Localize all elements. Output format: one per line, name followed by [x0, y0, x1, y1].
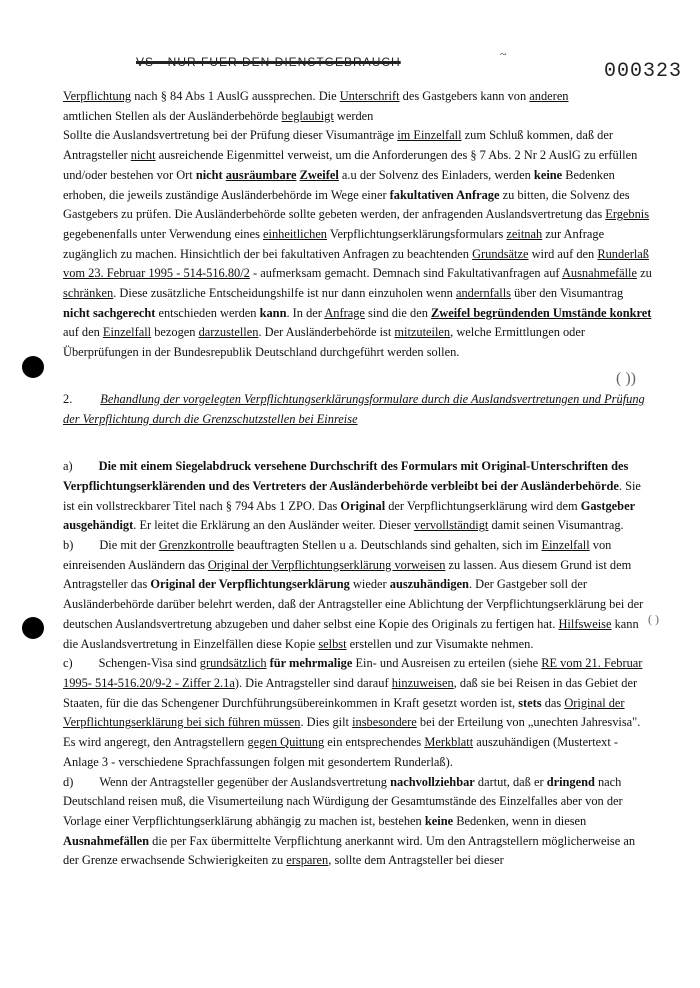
text: Bedenken, wenn in diesen: [453, 813, 587, 828]
text: nach Deutschland reisen muß, die Visumerteilung nach Würdigung der Gesamtumstände des Einzelfalles aber von der Vorlage einer Verpflichtungserklärung abhängig zu machen ist, bestehen: [63, 774, 623, 828]
punch-hole-icon: [22, 617, 44, 639]
text: kann: [259, 305, 287, 320]
text: kann die Auslandsvertretung in Einzelfällen diese Kopie: [63, 616, 639, 651]
text: Einzelfall: [541, 538, 590, 553]
text: Die mit einem Siegelabdruck versehene Durchschrift des Formulars mit Original-Unterschriften des Verpflichtungserklärenden und des Vertreters der Ausländerbehörde verbleibt bei der Ausländerbehörde: [63, 459, 629, 493]
text: Ergebnis: [605, 207, 650, 222]
text: nicht sachgerecht: [63, 305, 156, 320]
text: gegen Quittung: [247, 735, 325, 750]
list-item: [63, 773, 653, 872]
text: . Dies gilt: [300, 715, 353, 730]
paragraph: [63, 126, 653, 362]
text: Einzelfall: [102, 325, 152, 340]
text: keine: [424, 813, 454, 828]
text: wird auf den: [528, 246, 598, 261]
text: zur Anfrage zugänglich zu machen. Hinsichtlich der bei fakultativen Anfragen zu beachtenden: [63, 226, 605, 261]
text: Original der Verpflichtungserklärung: [150, 577, 350, 592]
list-item: [63, 654, 653, 772]
text: ). Die Antragsteller sind darauf: [234, 675, 392, 690]
text: nach § 84 Abs 1 AuslG aussprechen. Die: [131, 89, 340, 103]
text: anderen: [529, 89, 569, 103]
text: andernfalls: [455, 286, 511, 301]
text: entschieden werden: [155, 305, 260, 320]
text: im Einzelfall: [397, 128, 462, 143]
text: Die mit der: [99, 538, 159, 553]
text: mitzuteilen: [394, 325, 451, 340]
text: . Er leitet die Erklärung an den Ausländer weiter. Dieser: [133, 518, 415, 533]
text: a.u der Solvenz des Einladers, werden: [338, 167, 534, 182]
text: damit seinen Visumantrag.: [488, 518, 624, 533]
text: beauftragten Stellen u a. Deutschlands sind gehalten, sich im: [233, 538, 542, 553]
text: ein entsprechendes: [324, 735, 425, 750]
text: nicht: [130, 148, 156, 163]
text: Anfrage: [324, 305, 365, 320]
text: hinzuweisen: [391, 675, 454, 690]
text: gegebenenfalls unter Verwendung eines: [63, 226, 264, 241]
text: - aufmerksam gemacht. Demnach sind Fakultativanfragen auf: [249, 266, 562, 281]
document-body: [63, 87, 653, 871]
text: auszuhändigen (Mustertext - Anlage 3 - verschiedene Sprachfassungen folgen mit gesondertem Runderlaß).: [63, 735, 619, 769]
text: Wenn der Antragsteller gegenüber der Auslandsvertretung: [99, 774, 391, 789]
text: die per Fax übermittelte Verpflichtung anerkannt wird. Um den Antragstellern möglicherweise an der Grenze erwachsende Schwierigkeiten zu: [63, 833, 636, 868]
text: zum Schluß kommen, daß der Antragsteller: [63, 128, 613, 163]
text: Original: [340, 498, 386, 513]
list-item: [63, 536, 653, 654]
text: Original der Verpflichtungserklärung vorweisen: [207, 557, 446, 572]
item-label: c): [63, 656, 73, 671]
text: . Der Ausländerbehörde ist: [258, 325, 395, 340]
text: bei der Erteilung von „unechten Jahresvisa". Es wird angeregt, den Antragstellern: [63, 715, 641, 750]
text: Unterschrift: [339, 89, 400, 103]
margin-mark: ( )): [616, 370, 636, 387]
text: amtlichen Stellen als der Ausländerbehörde: [63, 108, 282, 123]
text: fakultativen Anfrage: [389, 187, 500, 202]
text: dringend: [546, 774, 595, 789]
text: Schengen-Visa sind: [98, 656, 200, 671]
paragraph: [63, 107, 653, 127]
text: werden: [333, 108, 374, 123]
text: darzustellen: [198, 325, 259, 340]
classification-stamp: VS - NUR FUER DEN DIENSTGEBRAUCH: [136, 55, 401, 69]
text: erstellen und zur Visumakte nehmen.: [346, 636, 534, 651]
text: über den Visumantrag: [511, 286, 624, 301]
text: , welche Ermittlungen oder Überprüfungen in der Bundesrepublik Deutschland durchgeführt werden sollen.: [63, 325, 586, 360]
text: , daß sie bei Reisen in das Gebiet der Staaten, für die das Schengener Durchführungsübereinkommen in Kraft gesetzt worden ist,: [63, 675, 638, 710]
text: Zweifel begründenden Umstände konkret: [431, 305, 652, 320]
text: ersparen: [286, 853, 329, 868]
text: insbesondere: [352, 715, 417, 730]
text: nicht: [195, 167, 223, 182]
text: ausreichende Eigenmittel verweist, um die Anforderungen des § 7 Abs. 2 Nr 2 AuslG zu erfüllen und/oder bestehen vor Ort: [63, 148, 638, 182]
text: bezogen: [151, 325, 199, 340]
text: grundsätzlich: [199, 656, 267, 671]
text: zu: [636, 266, 652, 281]
text: Zweifel: [299, 167, 339, 182]
text: . Sie ist ein vollstreckbarer Titel nach § 794 Abs 1 ZPO. Das: [63, 478, 641, 513]
text: Bedenken erhoben, die jeweils zuständige Ausländerbehörde im Wege einer: [63, 167, 615, 202]
text: Ausnahmefällen: [63, 833, 150, 848]
text: beglaubigt: [281, 108, 334, 123]
text: . Der Gastgeber soll: [468, 577, 572, 592]
text: . Diese zusätzliche Entscheidungshilfe ist nur dann einzuholen wenn: [113, 286, 456, 301]
text: . In der: [286, 305, 325, 320]
section-heading: [63, 390, 653, 429]
text: Sollte die Auslandsvertretung bei der Prüfung dieser Visumanträge: [63, 128, 398, 143]
text: RE vom 21. Februar 1995- 514-516.20/9-2 - Ziffer 2.1a: [63, 656, 643, 690]
text: dartut, daß er: [474, 774, 547, 789]
text: Grundsätze: [472, 246, 529, 261]
text: Gastgeber ausgehändigt: [63, 498, 635, 533]
margin-mark: ( ): [648, 612, 659, 626]
text: zeitnah: [506, 226, 543, 241]
text: Verpflichtungserklärungsformulars: [327, 226, 507, 241]
text: ausräumbare: [225, 167, 297, 182]
text: von einreisenden Ausländern das: [63, 538, 612, 572]
text: Original der Verpflichtungserklärung bei sich führen müssen: [63, 695, 625, 730]
item-label: a): [63, 459, 73, 474]
paragraph: [63, 87, 653, 107]
text: auszuhändigen: [389, 577, 469, 592]
text: , sollte dem Antragsteller bei dieser: [328, 853, 504, 868]
text: der Verpflichtungserklärung wird dem: [385, 498, 581, 513]
text: keine: [533, 167, 563, 182]
text: zu lassen. Aus diesem Grund ist dem Antragsteller das: [63, 557, 632, 592]
top-mark: ~: [500, 47, 507, 61]
text: Verpflichtung: [63, 89, 132, 103]
text: Grenzkontrolle: [158, 538, 234, 553]
section-title: Behandlung der vorgelegten Verpflichtungserklärungsformulare durch die Auslandsvertretungen und Prüfung der Verpflichtung durch die Grenzschutzstellen bei Einreise: [63, 391, 645, 426]
text: Hilfsweise: [558, 616, 612, 631]
text: nachvollziehbar: [390, 774, 475, 789]
page-number: 000323: [604, 60, 683, 83]
text: Ausnahmefälle: [561, 266, 637, 281]
text: einheitlichen: [263, 226, 328, 241]
punch-hole-icon: [22, 356, 44, 378]
section-number: 2.: [63, 391, 73, 406]
text: für mehrmalige: [269, 656, 353, 671]
text: Runderlaß vom 23. Februar 1995 - 514-516.80/2: [63, 246, 649, 281]
text: der Ausländerbehörde darüber belehrt werden, daß der Antragsteller eine Ablichtung der Verpflichtungserklärung bei der deutschen Auslandsvertretung abzugeben und daher selbst eine Kopie des Originals zu fertigen hat.: [63, 577, 644, 631]
text: des Gastgebers kann von: [399, 89, 530, 103]
text: Merkblatt: [424, 735, 474, 750]
item-label: d): [63, 774, 74, 789]
text: das: [541, 695, 565, 710]
text: Ein- und Ausreisen zu erteilen (siehe: [352, 656, 542, 671]
text: auf den: [63, 325, 103, 340]
text: zu bitten, die Solvenz des Gastgebers zu prüfen. Die Ausländerbehörde sollte gebeten werden, der anfragenden Auslandsvertretung das: [63, 187, 630, 222]
list-item: [63, 457, 653, 536]
text: schränken: [63, 286, 114, 301]
item-label: b): [63, 538, 74, 553]
text: stets: [518, 695, 542, 710]
text: wieder: [349, 577, 390, 592]
text: vervollständigt: [414, 518, 489, 533]
text: selbst: [318, 636, 347, 651]
text: sind die den: [364, 305, 431, 320]
